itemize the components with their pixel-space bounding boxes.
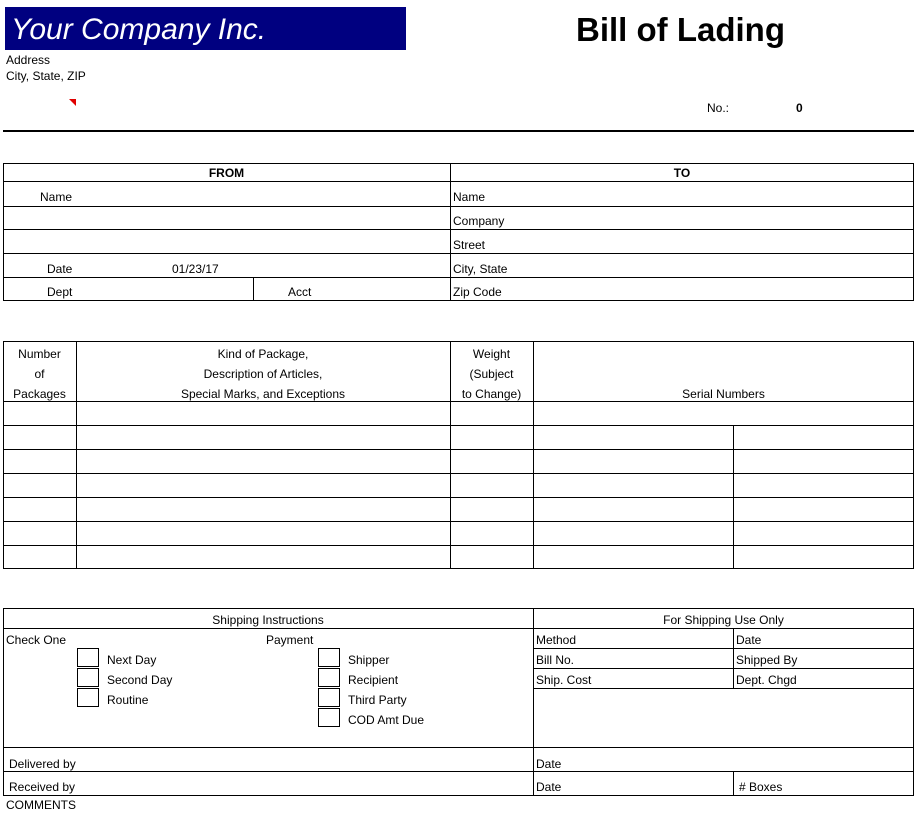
- next-day-checkbox[interactable]: [77, 648, 99, 667]
- row-line: [3, 229, 914, 230]
- row-line: [3, 747, 914, 748]
- header-number: Number: [18, 347, 61, 361]
- number-value: 0: [796, 101, 803, 115]
- from-name-field[interactable]: [80, 183, 448, 205]
- header-of: of: [34, 367, 45, 381]
- shipping-instructions-heading: Shipping Instructions: [212, 613, 324, 627]
- number-label: No.:: [707, 101, 730, 115]
- header-serial-numbers: Serial Numbers: [682, 387, 765, 401]
- cod-checkbox[interactable]: [318, 708, 340, 727]
- routine-label: Routine: [107, 693, 149, 707]
- page-title: Bill of Lading: [576, 11, 785, 48]
- row-line: [3, 628, 914, 629]
- recipient-checkbox[interactable]: [318, 668, 340, 687]
- cod-amt-due-label: COD Amt Due: [348, 713, 425, 727]
- to-zip-label: Zip Code: [453, 285, 502, 299]
- third-party-checkbox[interactable]: [318, 688, 340, 707]
- from-line3-field[interactable]: [5, 231, 448, 252]
- from-date-label: Date: [47, 262, 73, 276]
- received-by-label: Received by: [9, 780, 76, 794]
- col-line: [733, 771, 734, 796]
- header-special-marks: Special Marks, and Exceptions: [180, 387, 346, 401]
- from-line2-field[interactable]: [5, 208, 448, 228]
- ship-cost-label: Ship. Cost: [536, 673, 592, 687]
- shipper-label: Shipper: [348, 653, 390, 667]
- second-day-checkbox[interactable]: [77, 668, 99, 687]
- header-to-change: to Change): [461, 387, 522, 401]
- row-line: [533, 668, 914, 669]
- company-address: Address: [6, 53, 51, 67]
- bill-no-label: Bill No.: [536, 653, 575, 667]
- check-one-label: Check One: [6, 633, 67, 647]
- company-city-state-zip: City, State, ZIP: [6, 69, 86, 83]
- from-date-value[interactable]: 01/23/17: [172, 262, 219, 276]
- recipient-label: Recipient: [348, 673, 399, 687]
- routine-checkbox[interactable]: [77, 688, 99, 707]
- shipping-use-only-heading: For Shipping Use Only: [663, 613, 784, 627]
- header-packages: Packages: [13, 387, 66, 401]
- comment-indicator-icon: [69, 99, 77, 107]
- to-name-label: Name: [453, 190, 486, 204]
- row-line: [3, 277, 914, 278]
- row-line: [3, 545, 914, 546]
- row-line: [3, 497, 914, 498]
- shipped-by-label: Shipped By: [736, 653, 798, 667]
- row-line: [533, 648, 914, 649]
- from-acct-label: Acct: [288, 285, 312, 299]
- from-dept-label: Dept: [47, 285, 73, 299]
- to-street-label: Street: [453, 238, 486, 252]
- shipping-divider: [533, 608, 534, 796]
- third-party-label: Third Party: [348, 693, 407, 707]
- comments-label: COMMENTS: [6, 798, 76, 812]
- company-name: Your Company Inc.: [5, 7, 406, 50]
- to-heading: TO: [673, 166, 691, 180]
- delivered-by-label: Delivered by: [9, 757, 76, 771]
- from-heading: FROM: [208, 166, 245, 180]
- header-weight: Weight: [472, 347, 511, 361]
- row-line: [3, 449, 914, 450]
- second-day-label: Second Day: [107, 673, 173, 687]
- col-line: [533, 341, 534, 569]
- payment-label: Payment: [266, 633, 314, 647]
- header-subject: (Subject: [469, 367, 514, 381]
- shipper-checkbox[interactable]: [318, 648, 340, 667]
- dept-chgd-label: Dept. Chgd: [736, 673, 797, 687]
- method-label: Method: [536, 633, 577, 647]
- row-line: [3, 473, 914, 474]
- row-line: [3, 181, 914, 182]
- header-divider: [3, 130, 914, 132]
- received-date-label: Date: [536, 780, 562, 794]
- row-line: [3, 771, 914, 772]
- row-line: [3, 253, 914, 254]
- from-to-divider: [450, 163, 451, 301]
- row-line: [3, 425, 914, 426]
- to-company-label: Company: [453, 214, 505, 228]
- row-line: [533, 688, 914, 689]
- row-line: [3, 401, 914, 402]
- to-city-state-label: City, State: [453, 262, 508, 276]
- date-label: Date: [736, 633, 762, 647]
- dept-acct-divider: [253, 277, 254, 301]
- header-kind-of-package: Kind of Package,: [217, 347, 309, 361]
- next-day-label: Next Day: [107, 653, 157, 667]
- from-name-label: Name: [40, 190, 73, 204]
- delivered-date-label: Date: [536, 757, 562, 771]
- header-description: Description of Articles,: [203, 367, 323, 381]
- row-line: [3, 206, 914, 207]
- boxes-label: # Boxes: [739, 780, 783, 794]
- col-line: [733, 628, 734, 688]
- row-line: [3, 521, 914, 522]
